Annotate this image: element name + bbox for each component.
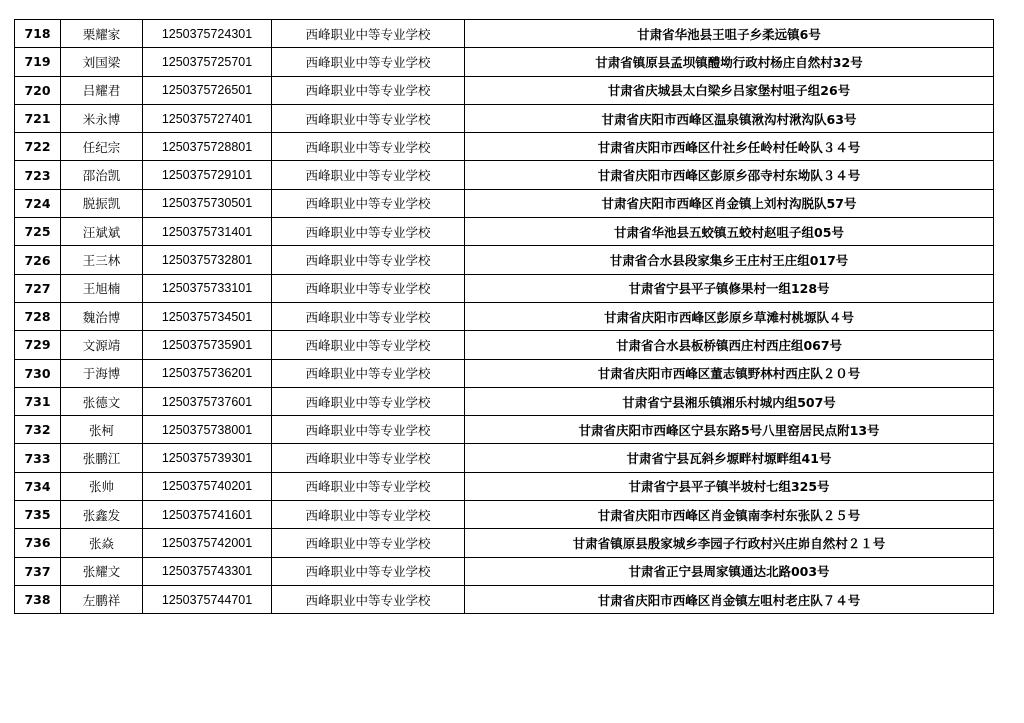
cell-student-name: 魏治博 <box>61 302 143 330</box>
cell-student-id: 1250375744701 <box>143 585 272 613</box>
cell-student-id: 1250375736201 <box>143 359 272 387</box>
cell-student-id: 1250375724301 <box>143 20 272 48</box>
cell-school: 西峰职业中等专业学校 <box>272 133 465 161</box>
cell-address: 甘肃省宁县湘乐镇湘乐村城内组507号 <box>465 387 994 415</box>
cell-serial-number: 738 <box>15 585 61 613</box>
table-row <box>15 104 994 132</box>
cell-school: 西峰职业中等专业学校 <box>272 218 465 246</box>
cell-address: 甘肃省宁县平子镇修果村一组128号 <box>465 274 994 302</box>
cell-address: 甘肃省华池县王咀子乡柔远镇6号 <box>465 20 994 48</box>
cell-student-id: 1250375735901 <box>143 331 272 359</box>
cell-student-id: 1250375738001 <box>143 416 272 444</box>
cell-serial-number: 736 <box>15 529 61 557</box>
cell-student-name: 张鹏江 <box>61 444 143 472</box>
cell-serial-number: 723 <box>15 161 61 189</box>
cell-serial-number: 721 <box>15 104 61 132</box>
cell-student-name: 栗耀家 <box>61 20 143 48</box>
cell-address: 甘肃省庆阳市西峰区肖金镇左咀村老庄队７４号 <box>465 585 994 613</box>
cell-serial-number: 731 <box>15 387 61 415</box>
cell-address: 甘肃省庆阳市西峰区宁县东路5号八里窑居民点附13号 <box>465 416 994 444</box>
table-row <box>15 189 994 217</box>
cell-student-name: 刘国梁 <box>61 48 143 76</box>
cell-student-id: 1250375743301 <box>143 557 272 585</box>
table-row <box>15 161 994 189</box>
cell-student-name: 张耀文 <box>61 557 143 585</box>
cell-school: 西峰职业中等专业学校 <box>272 416 465 444</box>
cell-school: 西峰职业中等专业学校 <box>272 189 465 217</box>
cell-school: 西峰职业中等专业学校 <box>272 359 465 387</box>
cell-student-name: 张德文 <box>61 387 143 415</box>
cell-address: 甘肃省华池县五蛟镇五蛟村赵咀子组05号 <box>465 218 994 246</box>
cell-school: 西峰职业中等专业学校 <box>272 302 465 330</box>
cell-school: 西峰职业中等专业学校 <box>272 76 465 104</box>
cell-student-name: 汪斌斌 <box>61 218 143 246</box>
cell-serial-number: 726 <box>15 246 61 274</box>
cell-address: 甘肃省合水县板桥镇西庄村西庄组067号 <box>465 331 994 359</box>
table-row <box>15 133 994 161</box>
cell-student-id: 1250375732801 <box>143 246 272 274</box>
cell-student-name: 吕耀君 <box>61 76 143 104</box>
table-row <box>15 246 994 274</box>
cell-student-name: 任纪宗 <box>61 133 143 161</box>
table-row <box>15 218 994 246</box>
cell-school: 西峰职业中等专业学校 <box>272 585 465 613</box>
cell-student-id: 1250375739301 <box>143 444 272 472</box>
cell-student-name: 张柯 <box>61 416 143 444</box>
cell-address: 甘肃省庆城县太白梁乡吕家堡村咀子组26号 <box>465 76 994 104</box>
cell-school: 西峰职业中等专业学校 <box>272 48 465 76</box>
cell-serial-number: 720 <box>15 76 61 104</box>
cell-school: 西峰职业中等专业学校 <box>272 331 465 359</box>
cell-address: 甘肃省合水县段家集乡王庄村王庄组017号 <box>465 246 994 274</box>
cell-school: 西峰职业中等专业学校 <box>272 246 465 274</box>
cell-address: 甘肃省镇原县殷家城乡李园子行政村兴庄峁自然村２１号 <box>465 529 994 557</box>
cell-student-id: 1250375728801 <box>143 133 272 161</box>
cell-student-name: 王三林 <box>61 246 143 274</box>
cell-address: 甘肃省镇原县孟坝镇醴坳行政村杨庄自然村32号 <box>465 48 994 76</box>
cell-student-id: 1250375733101 <box>143 274 272 302</box>
cell-student-id: 1250375725701 <box>143 48 272 76</box>
table-row <box>15 331 994 359</box>
cell-serial-number: 725 <box>15 218 61 246</box>
cell-address: 甘肃省庆阳市西峰区肖金镇上刘村沟脱队57号 <box>465 189 994 217</box>
cell-serial-number: 729 <box>15 331 61 359</box>
table-row <box>15 48 994 76</box>
cell-serial-number: 732 <box>15 416 61 444</box>
table-row <box>15 585 994 613</box>
cell-student-name: 张帅 <box>61 472 143 500</box>
roster-body <box>15 20 994 614</box>
cell-student-id: 1250375740201 <box>143 472 272 500</box>
cell-student-name: 王旭楠 <box>61 274 143 302</box>
table-row <box>15 529 994 557</box>
cell-student-id: 1250375729101 <box>143 161 272 189</box>
cell-address: 甘肃省庆阳市西峰区温泉镇湫沟村湫沟队63号 <box>465 104 994 132</box>
cell-school: 西峰职业中等专业学校 <box>272 104 465 132</box>
cell-serial-number: 737 <box>15 557 61 585</box>
cell-student-name: 张鑫发 <box>61 501 143 529</box>
table-row <box>15 444 994 472</box>
cell-address: 甘肃省正宁县周家镇通达北路003号 <box>465 557 994 585</box>
cell-school: 西峰职业中等专业学校 <box>272 529 465 557</box>
cell-school: 西峰职业中等专业学校 <box>272 557 465 585</box>
table-row <box>15 302 994 330</box>
cell-serial-number: 719 <box>15 48 61 76</box>
cell-serial-number: 730 <box>15 359 61 387</box>
cell-student-name: 邵治凯 <box>61 161 143 189</box>
table-row <box>15 20 994 48</box>
table-row <box>15 472 994 500</box>
cell-address: 甘肃省宁县瓦斜乡塬畔村塬畔组41号 <box>465 444 994 472</box>
cell-student-name: 于海博 <box>61 359 143 387</box>
cell-school: 西峰职业中等专业学校 <box>272 444 465 472</box>
cell-student-name: 张焱 <box>61 529 143 557</box>
table-row <box>15 501 994 529</box>
cell-serial-number: 728 <box>15 302 61 330</box>
table-row <box>15 387 994 415</box>
cell-school: 西峰职业中等专业学校 <box>272 387 465 415</box>
cell-school: 西峰职业中等专业学校 <box>272 501 465 529</box>
cell-address: 甘肃省庆阳市西峰区彭原乡邵寺村东坳队３４号 <box>465 161 994 189</box>
cell-student-id: 1250375731401 <box>143 218 272 246</box>
cell-serial-number: 724 <box>15 189 61 217</box>
cell-address: 甘肃省庆阳市西峰区什社乡任岭村任岭队３４号 <box>465 133 994 161</box>
table-row <box>15 557 994 585</box>
cell-serial-number: 735 <box>15 501 61 529</box>
cell-address: 甘肃省庆阳市西峰区董志镇野林村西庄队２０号 <box>465 359 994 387</box>
cell-serial-number: 722 <box>15 133 61 161</box>
cell-student-id: 1250375730501 <box>143 189 272 217</box>
cell-serial-number: 733 <box>15 444 61 472</box>
cell-school: 西峰职业中等专业学校 <box>272 274 465 302</box>
cell-student-id: 1250375734501 <box>143 302 272 330</box>
cell-student-id: 1250375741601 <box>143 501 272 529</box>
table-row <box>15 359 994 387</box>
cell-school: 西峰职业中等专业学校 <box>272 161 465 189</box>
table-row <box>15 76 994 104</box>
cell-serial-number: 734 <box>15 472 61 500</box>
cell-student-name: 米永博 <box>61 104 143 132</box>
table-row <box>15 274 994 302</box>
table-row <box>15 416 994 444</box>
cell-student-id: 1250375726501 <box>143 76 272 104</box>
cell-serial-number: 718 <box>15 20 61 48</box>
cell-address: 甘肃省庆阳市西峰区彭原乡草滩村桃塬队４号 <box>465 302 994 330</box>
cell-school: 西峰职业中等专业学校 <box>272 472 465 500</box>
student-roster-table <box>14 19 994 614</box>
cell-student-name: 脱振凯 <box>61 189 143 217</box>
cell-student-name: 左鹏祥 <box>61 585 143 613</box>
cell-student-id: 1250375737601 <box>143 387 272 415</box>
cell-serial-number: 727 <box>15 274 61 302</box>
cell-student-name: 文源靖 <box>61 331 143 359</box>
cell-address: 甘肃省宁县平子镇半坡村七组325号 <box>465 472 994 500</box>
cell-student-id: 1250375727401 <box>143 104 272 132</box>
cell-school: 西峰职业中等专业学校 <box>272 20 465 48</box>
cell-student-id: 1250375742001 <box>143 529 272 557</box>
cell-address: 甘肃省庆阳市西峰区肖金镇南李村东张队２５号 <box>465 501 994 529</box>
